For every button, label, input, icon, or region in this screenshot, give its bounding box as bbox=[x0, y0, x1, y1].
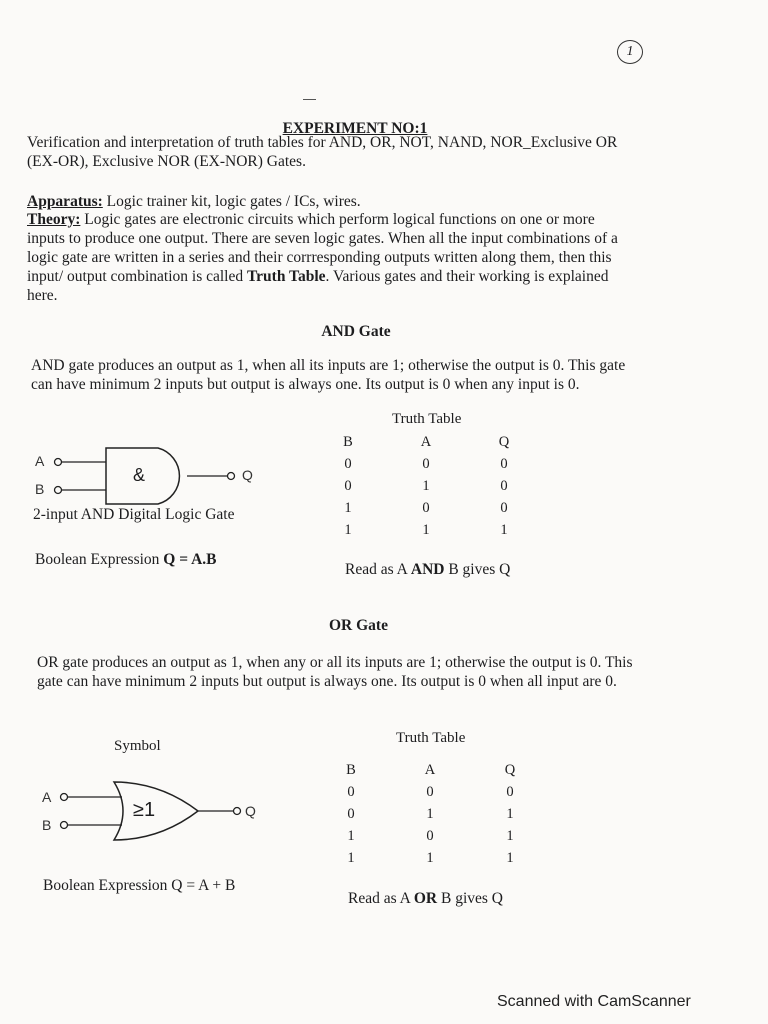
or-gate-heading: OR Gate bbox=[329, 617, 388, 634]
or-read-as bbox=[348, 889, 503, 908]
objective-line: (EX-OR), Exclusive NOR (EX-NOR) Gates. bbox=[27, 153, 306, 170]
table-cell: 0 bbox=[426, 784, 434, 800]
table-cell: 1 bbox=[344, 522, 352, 538]
experiment-title: EXPERIMENT NO:1 bbox=[282, 120, 428, 137]
and-gate-symbol bbox=[30, 444, 270, 508]
theory-line: inputs to produce one output. There are seven logic gates. When all the input combinations of a bbox=[27, 230, 618, 247]
input-a-node bbox=[55, 459, 62, 466]
or-gate-body bbox=[114, 782, 198, 840]
or-symbol-label: Symbol bbox=[114, 738, 161, 754]
table-header: A bbox=[424, 762, 436, 778]
table-cell: 1 bbox=[506, 828, 514, 844]
objective-line: Verification and interpretation of truth tables for AND, OR, NOT, NAND, NOR_Exclusive OR bbox=[27, 134, 618, 151]
output-node bbox=[228, 473, 235, 480]
description-line: OR gate produces an output as 1, when any or all its inputs are 1; otherwise the output is 0. This bbox=[37, 654, 633, 671]
and-read-as bbox=[345, 560, 510, 579]
table-cell: 0 bbox=[506, 784, 514, 800]
description-line: can have minimum 2 inputs but output is always one. Its output is 0 when any input is 0. bbox=[31, 376, 580, 393]
table-header: A bbox=[420, 434, 432, 450]
and-pin-a: A bbox=[35, 453, 45, 469]
or-pin-b: B bbox=[42, 817, 52, 833]
table-cell: 1 bbox=[422, 522, 430, 538]
read-op: AND bbox=[410, 561, 445, 578]
and-gate-description bbox=[31, 356, 721, 394]
or-truth-table-title: Truth Table bbox=[396, 730, 466, 746]
read-pre: Read as A bbox=[345, 561, 411, 578]
table-cell: 1 bbox=[347, 850, 355, 866]
table-cell: 0 bbox=[347, 806, 355, 822]
table-cell: 0 bbox=[500, 456, 508, 472]
page-number-badge bbox=[617, 40, 643, 64]
boolean-expr: Q = A.B bbox=[163, 551, 217, 568]
table-cell: 0 bbox=[426, 828, 434, 844]
read-post: B gives Q bbox=[444, 561, 511, 578]
table-cell: 0 bbox=[347, 784, 355, 800]
camscanner-watermark: Scanned with CamScanner bbox=[497, 993, 691, 1010]
theory-line: input/ output combination is called bbox=[27, 268, 247, 285]
table-cell: 0 bbox=[500, 478, 508, 494]
and-gate-label: & bbox=[133, 465, 146, 485]
or-pin-a: A bbox=[42, 789, 52, 805]
and-gate-heading: AND Gate bbox=[321, 323, 391, 340]
or-col-a bbox=[410, 759, 450, 869]
description-line: gate can have minimum 2 inputs but output is always one. Its output is 0 when all input are 0. bbox=[37, 673, 617, 690]
read-op: OR bbox=[413, 890, 438, 907]
input-b-node bbox=[55, 487, 62, 494]
or-boolean-expression: Boolean Expression Q = A + B bbox=[43, 877, 236, 894]
and-pin-q: Q bbox=[242, 467, 253, 483]
table-cell: 1 bbox=[500, 522, 508, 538]
table-cell: 0 bbox=[500, 500, 508, 516]
and-col-b bbox=[328, 431, 368, 541]
theory-line: . Various gates and their working is explained bbox=[325, 268, 609, 285]
theory-line: Logic gates are electronic circuits which perform logical functions on one or more bbox=[84, 211, 595, 228]
theory-label: Theory: bbox=[27, 211, 81, 228]
apparatus-text: Logic trainer kit, logic gates / ICs, wires. bbox=[106, 193, 361, 210]
truth-table-term: Truth Table bbox=[246, 268, 326, 285]
and-pin-b: B bbox=[35, 481, 45, 497]
read-pre: Read as A bbox=[348, 890, 414, 907]
read-post: B gives Q bbox=[437, 890, 503, 907]
and-col-a bbox=[406, 431, 446, 541]
and-gate-caption: 2-input AND Digital Logic Gate bbox=[33, 506, 235, 523]
description-line: AND gate produces an output as 1, when all its inputs are 1; otherwise the output is 0. This gate bbox=[31, 357, 626, 374]
input-b-node bbox=[61, 822, 68, 829]
apparatus bbox=[27, 192, 707, 211]
theory bbox=[27, 210, 717, 305]
theory-line: logic gate are written in a series and their corrresponding outputs written along them, then this bbox=[27, 249, 612, 266]
table-cell: 1 bbox=[347, 828, 355, 844]
table-header: B bbox=[343, 434, 353, 450]
or-col-q bbox=[490, 759, 530, 869]
input-a-node bbox=[61, 794, 68, 801]
table-cell: 1 bbox=[344, 500, 352, 516]
table-cell: 1 bbox=[426, 806, 434, 822]
or-pin-q: Q bbox=[245, 803, 256, 819]
table-cell: 1 bbox=[426, 850, 434, 866]
table-cell: 0 bbox=[422, 456, 430, 472]
table-cell: 1 bbox=[506, 850, 514, 866]
or-gate-description bbox=[37, 653, 727, 691]
objective bbox=[27, 133, 707, 171]
table-cell: 0 bbox=[422, 500, 430, 516]
boolean-label: Boolean Expression bbox=[35, 551, 164, 568]
table-header: B bbox=[346, 762, 356, 778]
and-boolean-expression bbox=[35, 550, 217, 569]
table-cell: 1 bbox=[422, 478, 430, 494]
apparatus-label: Apparatus: bbox=[27, 193, 103, 210]
table-cell: 0 bbox=[344, 478, 352, 494]
table-header: Q bbox=[498, 434, 510, 450]
and-truth-table-title: Truth Table bbox=[392, 411, 462, 427]
table-cell: 1 bbox=[506, 806, 514, 822]
output-node bbox=[234, 808, 241, 815]
theory-line: here. bbox=[27, 287, 58, 304]
or-gate-label: ≥1 bbox=[133, 799, 156, 821]
or-col-b bbox=[331, 759, 371, 869]
stray-mark bbox=[303, 99, 316, 100]
page-number: 1 bbox=[626, 44, 634, 59]
table-header: Q bbox=[504, 762, 516, 778]
and-col-q bbox=[484, 431, 524, 541]
table-cell: 0 bbox=[344, 456, 352, 472]
